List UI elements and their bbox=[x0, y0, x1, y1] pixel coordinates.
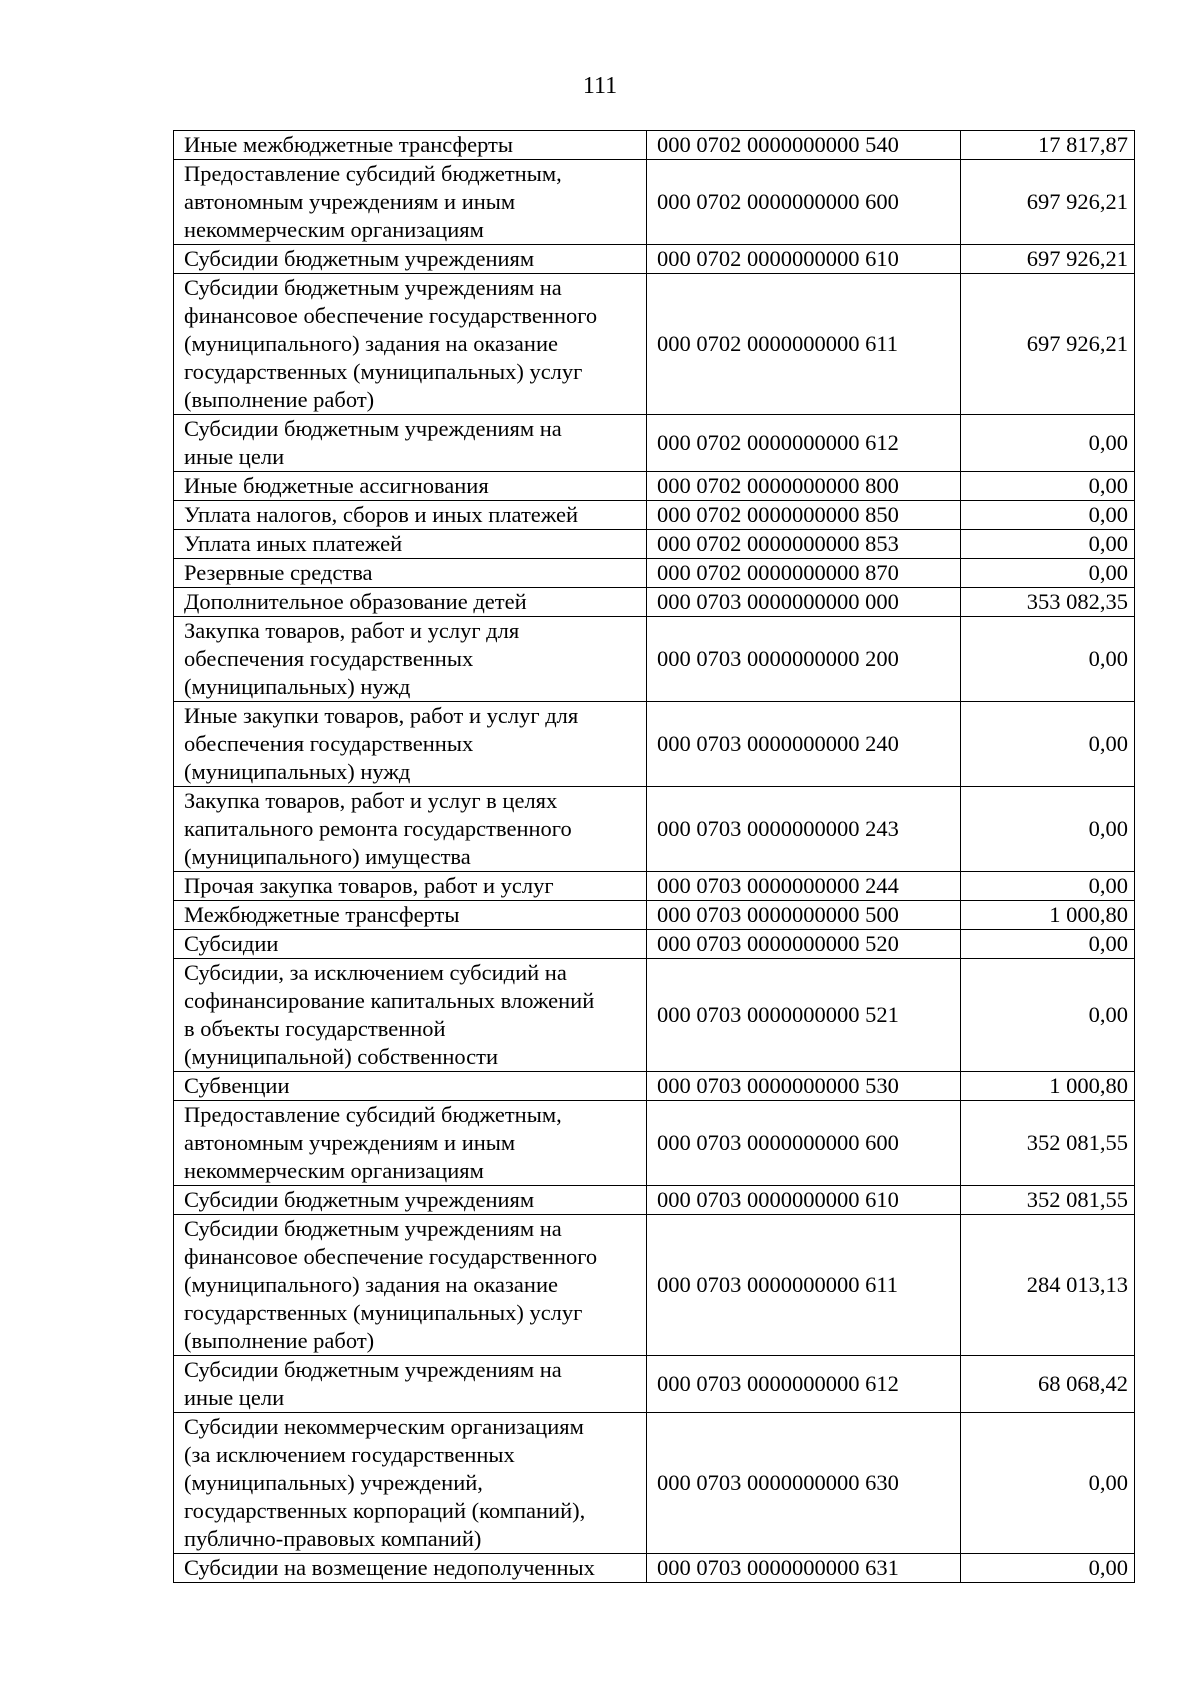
amount-cell: 0,00 bbox=[961, 1554, 1135, 1583]
table-row bbox=[174, 959, 1135, 1072]
table-row bbox=[174, 1101, 1135, 1186]
table-row bbox=[174, 702, 1135, 787]
budget-code-cell: 000 0703 0000000000 610 bbox=[647, 1186, 961, 1215]
expense-name-cell: Субсидии бюджетным учреждениям bbox=[174, 1186, 647, 1215]
budget-code-cell: 000 0702 0000000000 870 bbox=[647, 559, 961, 588]
budget-code-cell: 000 0702 0000000000 612 bbox=[647, 415, 961, 472]
budget-code-cell: 000 0702 0000000000 850 bbox=[647, 501, 961, 530]
table-row bbox=[174, 274, 1135, 415]
amount-cell: 353 082,35 bbox=[961, 588, 1135, 617]
amount-cell: 697 926,21 bbox=[961, 274, 1135, 415]
budget-code-cell: 000 0702 0000000000 540 bbox=[647, 131, 961, 160]
amount-cell: 0,00 bbox=[961, 959, 1135, 1072]
expense-name-cell: Иные бюджетные ассигнования bbox=[174, 472, 647, 501]
expense-name-cell: Дополнительное образование детей bbox=[174, 588, 647, 617]
table-row bbox=[174, 1413, 1135, 1554]
budget-code-cell: 000 0703 0000000000 240 bbox=[647, 702, 961, 787]
table-row bbox=[174, 617, 1135, 702]
table-row bbox=[174, 1186, 1135, 1215]
amount-cell: 1 000,80 bbox=[961, 1072, 1135, 1101]
amount-cell: 1 000,80 bbox=[961, 901, 1135, 930]
expense-name-cell: Субсидии некоммерческим организациям (за исключением государственных (муниципальных) учреждений, государственных корпораций (компаний), публично-правовых компаний) bbox=[174, 1413, 647, 1554]
table-row bbox=[174, 1215, 1135, 1356]
amount-cell: 0,00 bbox=[961, 872, 1135, 901]
budget-code-cell: 000 0703 0000000000 200 bbox=[647, 617, 961, 702]
amount-cell: 697 926,21 bbox=[961, 160, 1135, 245]
budget-table-body bbox=[174, 131, 1135, 1583]
expense-name-cell: Резервные средства bbox=[174, 559, 647, 588]
expense-name-cell: Субсидии бюджетным учреждениям bbox=[174, 245, 647, 274]
amount-cell: 17 817,87 bbox=[961, 131, 1135, 160]
amount-cell: 0,00 bbox=[961, 930, 1135, 959]
expense-name-cell: Закупка товаров, работ и услуг для обеспечения государственных (муниципальных) нужд bbox=[174, 617, 647, 702]
budget-code-cell: 000 0702 0000000000 600 bbox=[647, 160, 961, 245]
budget-code-cell: 000 0703 0000000000 530 bbox=[647, 1072, 961, 1101]
expense-name-cell: Иные закупки товаров, работ и услуг для обеспечения государственных (муниципальных) нужд bbox=[174, 702, 647, 787]
amount-cell: 0,00 bbox=[961, 501, 1135, 530]
expense-name-cell: Иные межбюджетные трансферты bbox=[174, 131, 647, 160]
table-row bbox=[174, 415, 1135, 472]
amount-cell: 352 081,55 bbox=[961, 1186, 1135, 1215]
budget-code-cell: 000 0703 0000000000 244 bbox=[647, 872, 961, 901]
expense-name-cell: Субвенции bbox=[174, 1072, 647, 1101]
amount-cell: 0,00 bbox=[961, 1413, 1135, 1554]
table-row bbox=[174, 901, 1135, 930]
budget-code-cell: 000 0703 0000000000 600 bbox=[647, 1101, 961, 1186]
amount-cell: 697 926,21 bbox=[961, 245, 1135, 274]
table-row bbox=[174, 1554, 1135, 1583]
expense-name-cell: Субсидии бюджетным учреждениям на иные цели bbox=[174, 1356, 647, 1413]
expense-name-cell: Субсидии на возмещение недополученных bbox=[174, 1554, 647, 1583]
budget-code-cell: 000 0703 0000000000 243 bbox=[647, 787, 961, 872]
page-number: 111 bbox=[582, 73, 618, 99]
amount-cell: 0,00 bbox=[961, 617, 1135, 702]
budget-table bbox=[173, 130, 1135, 1583]
budget-code-cell: 000 0703 0000000000 520 bbox=[647, 930, 961, 959]
expense-name-cell: Предоставление субсидий бюджетным, автономным учреждениям и иным некоммерческим организациям bbox=[174, 1101, 647, 1186]
amount-cell: 0,00 bbox=[961, 472, 1135, 501]
amount-cell: 0,00 bbox=[961, 702, 1135, 787]
table-row bbox=[174, 930, 1135, 959]
expense-name-cell: Субсидии бюджетным учреждениям на финансовое обеспечение государственного (муниципального) задания на оказание государственных (муниципальных) услуг (выполнение работ) bbox=[174, 274, 647, 415]
amount-cell: 68 068,42 bbox=[961, 1356, 1135, 1413]
table-row bbox=[174, 559, 1135, 588]
budget-code-cell: 000 0702 0000000000 611 bbox=[647, 274, 961, 415]
expense-name-cell: Предоставление субсидий бюджетным, автономным учреждениям и иным некоммерческим организациям bbox=[174, 160, 647, 245]
budget-code-cell: 000 0703 0000000000 630 bbox=[647, 1413, 961, 1554]
budget-code-cell: 000 0702 0000000000 853 bbox=[647, 530, 961, 559]
table-row bbox=[174, 472, 1135, 501]
budget-code-cell: 000 0703 0000000000 521 bbox=[647, 959, 961, 1072]
amount-cell: 352 081,55 bbox=[961, 1101, 1135, 1186]
table-row bbox=[174, 872, 1135, 901]
expense-name-cell: Субсидии bbox=[174, 930, 647, 959]
expense-name-cell: Закупка товаров, работ и услуг в целях капитального ремонта государственного (муниципального) имущества bbox=[174, 787, 647, 872]
budget-code-cell: 000 0702 0000000000 610 bbox=[647, 245, 961, 274]
expense-name-cell: Межбюджетные трансферты bbox=[174, 901, 647, 930]
amount-cell: 0,00 bbox=[961, 530, 1135, 559]
table-row bbox=[174, 160, 1135, 245]
amount-cell: 0,00 bbox=[961, 559, 1135, 588]
table-row bbox=[174, 245, 1135, 274]
budget-code-cell: 000 0703 0000000000 000 bbox=[647, 588, 961, 617]
expense-name-cell: Прочая закупка товаров, работ и услуг bbox=[174, 872, 647, 901]
expense-name-cell: Субсидии бюджетным учреждениям на иные цели bbox=[174, 415, 647, 472]
table-row bbox=[174, 787, 1135, 872]
table-row bbox=[174, 530, 1135, 559]
table-row bbox=[174, 1356, 1135, 1413]
table-row bbox=[174, 131, 1135, 160]
table-row bbox=[174, 501, 1135, 530]
budget-code-cell: 000 0703 0000000000 631 bbox=[647, 1554, 961, 1583]
expense-name-cell: Субсидии, за исключением субсидий на софинансирование капитальных вложений в объекты государственной (муниципальной) собственности bbox=[174, 959, 647, 1072]
budget-code-cell: 000 0702 0000000000 800 bbox=[647, 472, 961, 501]
budget-code-cell: 000 0703 0000000000 500 bbox=[647, 901, 961, 930]
amount-cell: 284 013,13 bbox=[961, 1215, 1135, 1356]
amount-cell: 0,00 bbox=[961, 415, 1135, 472]
budget-code-cell: 000 0703 0000000000 612 bbox=[647, 1356, 961, 1413]
table-row bbox=[174, 588, 1135, 617]
expense-name-cell: Субсидии бюджетным учреждениям на финансовое обеспечение государственного (муниципального) задания на оказание государственных (муниципальных) услуг (выполнение работ) bbox=[174, 1215, 647, 1356]
budget-code-cell: 000 0703 0000000000 611 bbox=[647, 1215, 961, 1356]
amount-cell: 0,00 bbox=[961, 787, 1135, 872]
expense-name-cell: Уплата налогов, сборов и иных платежей bbox=[174, 501, 647, 530]
table-row bbox=[174, 1072, 1135, 1101]
expense-name-cell: Уплата иных платежей bbox=[174, 530, 647, 559]
